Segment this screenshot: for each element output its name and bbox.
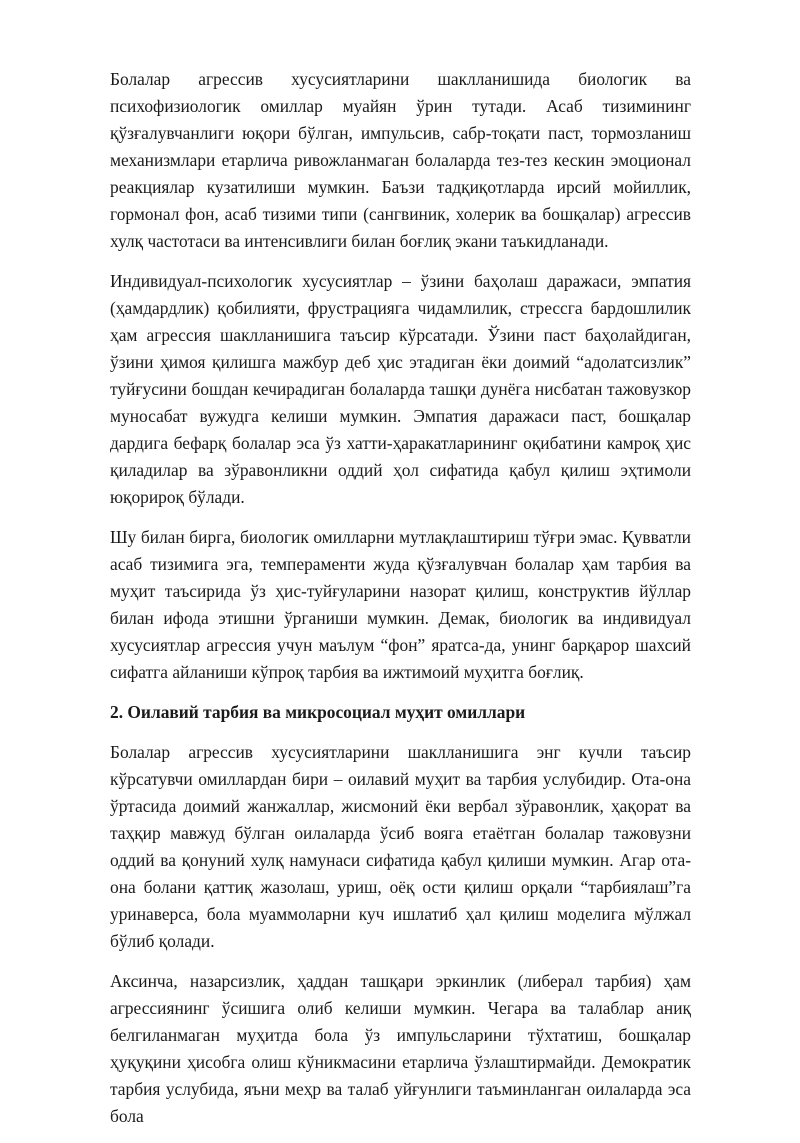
paragraph-liberal-upbringing: Аксинча, назарсизлик, ҳаддан ташқари эркинлик (либерал тарбия) ҳам агрессиянинг ўсишига олиб келиши мумкин. Чегара ва талаблар аниқ белгиланмаган муҳитда бола ўз импульсларини тўхтатиш, бошқалар ҳуқуқини ҳисобга олиш кўникмасини етарлича ўзлаштирмайди. Демократик тарбия услубида, яъни меҳр ва талаб уйғунлиги таъминланган оилаларда эса бола — [110, 971, 691, 1126]
paragraph-family-environment: Болалар агрессив хусусиятларини шаклланишига энг кучли таъсир кўрсатувчи омиллардан бири – оилавий муҳит ва тарбия услубидир. Ота-она ўртасида доимий жанжаллар, жисмоний ёки вербал зўравонлик, ҳақорат ва таҳқир мавжуд бўлган оилаларда ўсиб вояга етаётган болалар тажовузни оддий ва қонуний хулқ намунаси сифатида қабул қилиши мумкин. Агар ота-она болани қаттиқ жазолаш, уриш, оёқ ости қилиш орқали “тарбиялаш”га уринаверса, бола муаммоларни куч ишлатиб ҳал қилиш моделига мўлжал бўлиб қолади. — [110, 742, 691, 951]
paragraph-individual-traits: Индивидуал-психологик хусусиятлар – ўзини баҳолаш даражаси, эмпатия (ҳамдардлик) қобилияти, фрустрацияга чидамлилик, стрессга бардошлилик ҳам агрессия шаклланишига таъсир кўрсатади. Ўзини паст баҳолайдиган, ўзини ҳимоя қилишга мажбур деб ҳис этадиган ёки доимий “адолатсизлик” туйғусини бошдан кечирадиган болаларда ташқи дунёга нисбатан тажовузкор муносабат вужудга келиши мумкин. Эмпатия даражаси паст, бошқалар дардига бефарқ болалар эса ўз хатти-ҳаракатларининг оқибатини камроқ ҳис қиладилар ва зўравонликни оддий ҳол сифатида қабул қилиш эҳтимоли юқорироқ бўлади. — [110, 271, 691, 507]
document-page — [110, 66, 691, 1143]
paragraph-biology-not-absolute: Шу билан бирга, биологик омилларни мутлақлаштириш тўғри эмас. Қувватли асаб тизимига эга, темпераменти жуда қўзғалувчан болалар ҳам тарбия ва муҳит таъсирида ўз ҳис-туйғуларини назорат қилиш, конструктив йўллар билан ифода этишни ўрганиши мумкин. Демак, биологик ва индивидуал хусусиятлар агрессия учун маълум “фон” яратса-да, унинг барқарор шахсий сифатга айланиши кўпроқ тарбия ва ижтимоий муҳитга боғлиқ. — [110, 527, 691, 682]
section-heading: 2. Оилавий тарбия ва микросоциал муҳит омиллари — [110, 702, 526, 722]
paragraph-biological-factors: Болалар агрессив хусусиятларини шаклланишида биологик ва психофизиологик омиллар муайян ўрин тутади. Асаб тизимининг қўзғалувчанлиги юқори бўлган, импульсив, сабр-тоқати паст, тормозланиш механизмлари етарлича ривожланмаган болаларда тез-тез кескин эмоционал реакциялар кузатилиши мумкин. Баъзи тадқиқотларда ирсий мойиллик, гормонал фон, асаб тизими типи (сангвиник, холерик ва бошқалар) агрессив хулқ частотаси ва интенсивлиги билан боғлиқ экани таъкидланади. — [110, 69, 691, 251]
